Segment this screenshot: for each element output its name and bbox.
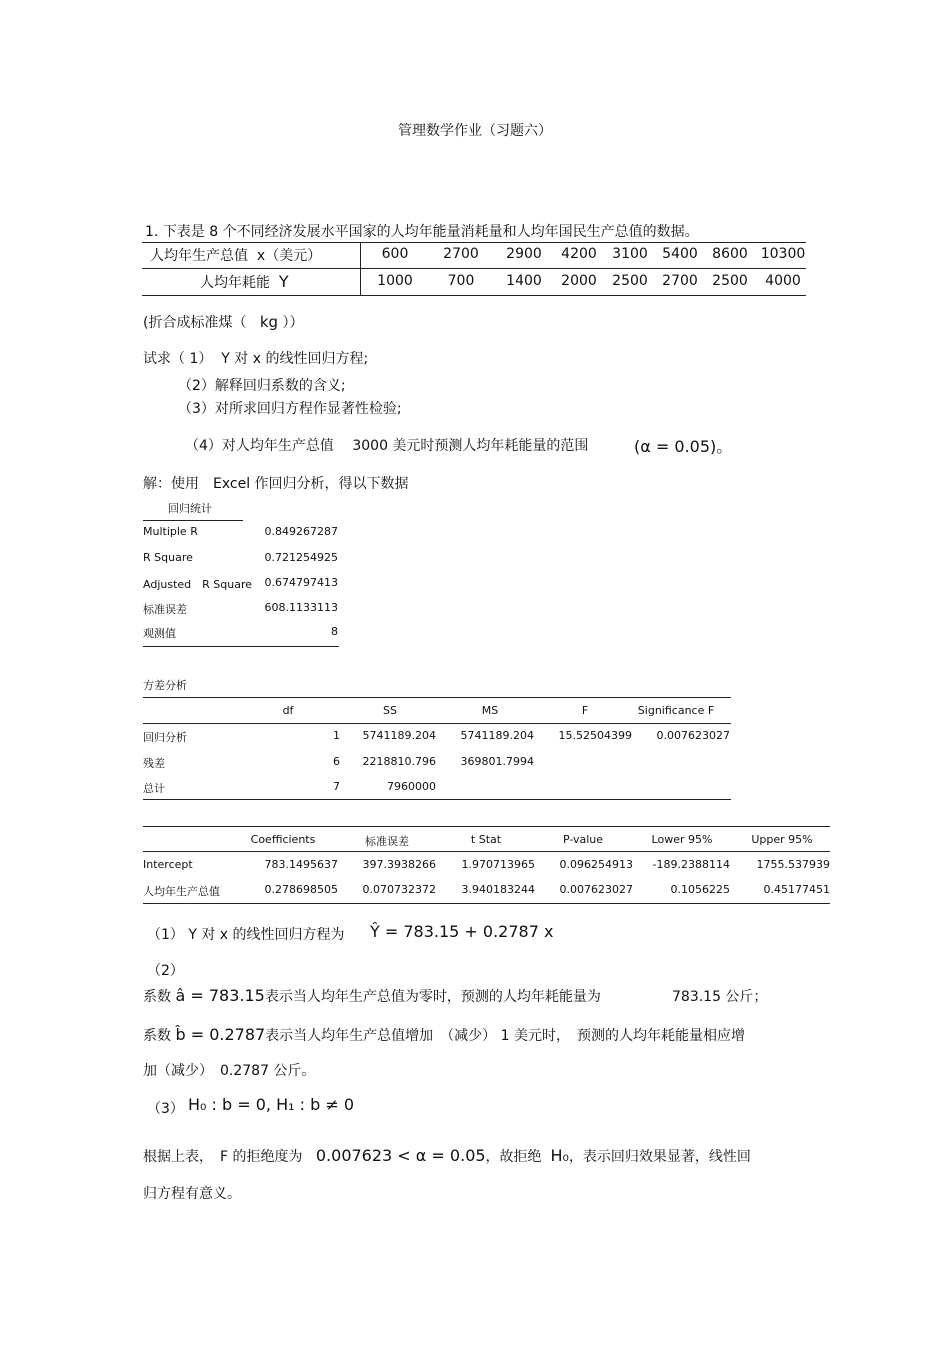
coef-row-label: 人均年生产总值 xyxy=(143,885,220,898)
answer-2-line1: 系数 â = 783.15表示当人均年生产总值为零时，预测的人均年耗能量为 xyxy=(143,986,601,1005)
table-cell: 700 xyxy=(447,273,475,289)
anova-row-label: 残差 xyxy=(143,757,165,770)
coef-cell: 1755.537939 xyxy=(756,858,830,871)
regression-stat-value: 0.849267287 xyxy=(264,525,338,538)
answer-3-paragraph: 根据上表， F 的拒绝度为 0.007623 < α = 0.05，故拒绝 H₀，表示回归效果显著，线性回 xyxy=(143,1146,751,1165)
table-cell: 8600 xyxy=(712,246,748,262)
row2-label: 人均年耗能 Y xyxy=(200,272,289,291)
answer-3-paragraph-line2: 归方程有意义。 xyxy=(143,1186,241,1202)
coef-row-label: Intercept xyxy=(143,858,193,871)
coef-header-cell: 标准误差 xyxy=(365,835,409,848)
anova-cell: 0.007623027 xyxy=(656,729,730,742)
table-cell: 3100 xyxy=(612,246,648,262)
answer-3-lead: （3） xyxy=(147,1101,184,1117)
table-cell: 2500 xyxy=(612,273,648,289)
coef-header-cell: t Stat xyxy=(470,833,502,846)
anova-header-cell: MS xyxy=(481,704,499,717)
regression-stats-header: 回归统计 xyxy=(168,502,212,515)
anova-header-cell: Significance F xyxy=(637,704,715,717)
regression-stat-label: R Square xyxy=(143,551,193,564)
answer-2-lead: （2） xyxy=(147,963,184,979)
problem-intro: 1. 下表是 8 个不同经济发展水平国家的人均年能量消耗量和人均年国民生产总值的数据。 xyxy=(145,224,699,240)
coef-header-cell: Coefficients xyxy=(250,833,316,846)
unit-note: (折合成标准煤（ kg ）） xyxy=(143,313,304,331)
coef-cell: 0.278698505 xyxy=(264,883,338,896)
table-cell: 1000 xyxy=(377,273,413,289)
coef-cell: 0.007623027 xyxy=(559,883,633,896)
table-cell: 2700 xyxy=(662,273,698,289)
anova-title: 方差分析 xyxy=(143,679,187,692)
anova-cell: 7960000 xyxy=(387,780,436,793)
anova-header-cell: df xyxy=(282,704,294,717)
anova-row-label: 总计 xyxy=(143,782,165,795)
regression-stat-label: Multiple R xyxy=(143,525,198,538)
question-4: （4）对人均年生产总值 3000 美元时预测人均年耗能量的范围 xyxy=(185,438,589,454)
coef-cell: 0.45177451 xyxy=(763,883,830,896)
table-cell: 2700 xyxy=(443,246,479,262)
coef-header-cell: Upper 95% xyxy=(751,833,813,846)
answer-3-hypothesis: H₀ : b = 0, H₁ : b ≠ 0 xyxy=(188,1095,355,1114)
coef-cell: 0.1056225 xyxy=(670,883,730,896)
anova-cell: 5741189.204 xyxy=(362,729,436,742)
coef-header-cell: Lower 95% xyxy=(651,833,713,846)
regression-stat-value: 8 xyxy=(331,625,338,638)
answer-2-line2: 系数 b̂ = 0.2787表示当人均年生产总值增加 （减少） 1 美元时， 预测的人均年耗能量相应增 xyxy=(143,1025,745,1044)
anova-cell: 5741189.204 xyxy=(460,729,534,742)
regression-stat-value: 0.721254925 xyxy=(264,551,338,564)
regression-stat-value: 0.674797413 xyxy=(264,576,338,589)
table-cell: 2000 xyxy=(561,273,597,289)
coef-cell: 397.3938266 xyxy=(362,858,436,871)
table-cell: 4200 xyxy=(561,246,597,262)
anova-header-cell: F xyxy=(581,704,589,717)
table-cell: 1400 xyxy=(506,273,542,289)
regression-stat-label: Adjusted R Square xyxy=(143,578,253,591)
table-cell: 4000 xyxy=(765,273,801,289)
anova-header-cell: SS xyxy=(383,704,397,717)
question-1: 试求（ 1） Y 对 x 的线性回归方程; xyxy=(143,351,369,367)
anova-cell: 369801.7994 xyxy=(460,755,534,768)
row1-label: 人均年生产总值 x（美元） xyxy=(150,248,322,264)
regression-stat-label: 观测值 xyxy=(143,627,176,640)
regression-stat-value: 608.1133113 xyxy=(264,601,338,614)
question-2: （2）解释回归系数的含义; xyxy=(178,378,346,394)
table-cell: 2900 xyxy=(506,246,542,262)
regression-stat-label: 标准误差 xyxy=(143,603,187,616)
answer-2-line1-value: 783.15 公斤； xyxy=(672,989,768,1005)
coef-cell: -189.2388114 xyxy=(652,858,730,871)
anova-row-label: 回归分析 xyxy=(143,731,187,744)
answer-1-equation: Ŷ = 783.15 + 0.2787 x xyxy=(370,922,554,941)
anova-cell: 6 xyxy=(333,755,340,768)
anova-cell: 7 xyxy=(333,780,340,793)
coef-cell: 1.970713965 xyxy=(461,858,535,871)
page-title: 管理数学作业（习题六） xyxy=(398,123,552,139)
coef-cell: 783.1495637 xyxy=(264,858,338,871)
solution-intro: 解：使用 Excel 作回归分析，得以下数据 xyxy=(143,476,409,492)
table-cell: 10300 xyxy=(760,246,806,262)
answer-1-lead: （1） Y 对 x 的线性回归方程为 xyxy=(147,927,345,943)
question-4-alpha: (α = 0.05)。 xyxy=(634,437,733,456)
question-3: （3）对所求回归方程作显著性检验; xyxy=(178,401,402,417)
coef-cell: 3.940183244 xyxy=(461,883,535,896)
anova-cell: 2218810.796 xyxy=(362,755,436,768)
table-cell: 600 xyxy=(381,246,409,262)
anova-cell: 15.52504399 xyxy=(558,729,632,742)
table-cell: 2500 xyxy=(712,273,748,289)
anova-cell: 1 xyxy=(333,729,340,742)
coef-header-cell: P-value xyxy=(562,833,604,846)
coef-cell: 0.070732372 xyxy=(362,883,436,896)
table-cell: 5400 xyxy=(662,246,698,262)
answer-2-line3: 加（减少） 0.2787 公斤。 xyxy=(143,1063,316,1079)
coef-cell: 0.096254913 xyxy=(559,858,633,871)
